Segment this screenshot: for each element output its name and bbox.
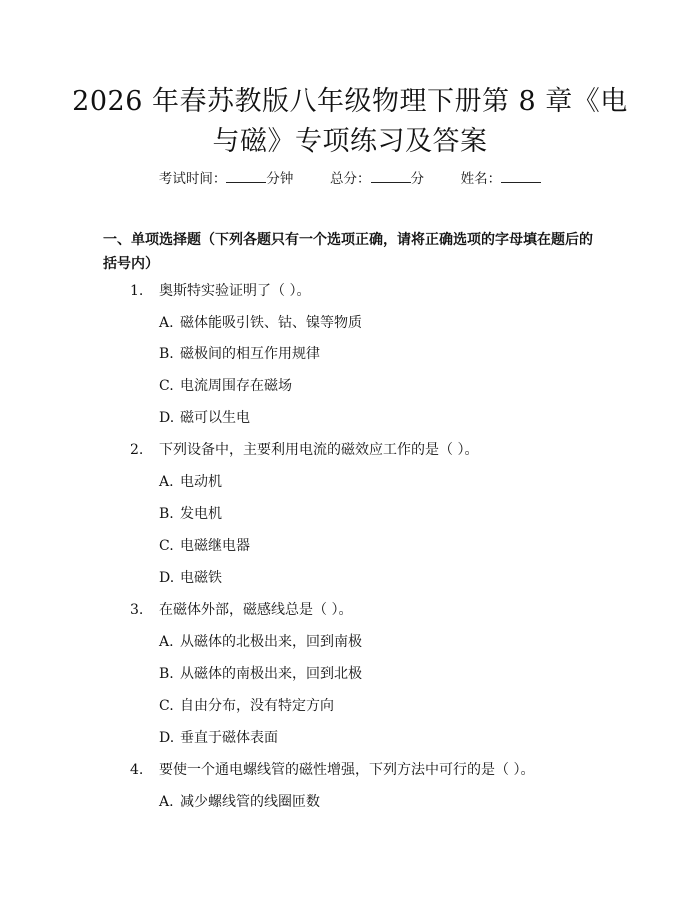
option-text: 磁体能吸引铁、钴、镍等物质 <box>180 315 362 331</box>
question-1-option-b <box>159 345 320 363</box>
option-letter: B. <box>159 666 174 682</box>
question-4 <box>130 761 534 779</box>
option-text: 发电机 <box>180 506 222 522</box>
question-2-option-a <box>159 473 222 491</box>
option-text: 电磁铁 <box>180 570 222 586</box>
document-title-line-1: 2026 年春苏教版八年级物理下册第 8 章《电 <box>72 86 628 117</box>
question-1-option-d <box>159 409 250 427</box>
student-name-blank <box>501 170 541 183</box>
exam-time-label: 考试时间： <box>158 171 227 187</box>
option-letter: B. <box>159 506 174 522</box>
total-score-label: 总分： <box>330 171 371 187</box>
option-letter: A. <box>159 315 174 331</box>
question-3-option-a <box>159 633 362 651</box>
option-text: 减少螺线管的线圈匝数 <box>180 794 320 810</box>
question-1-option-a <box>159 314 362 332</box>
option-text: 从磁体的南极出来，回到北极 <box>180 666 362 682</box>
total-score-blank <box>371 170 411 183</box>
option-text: 自由分布，没有特定方向 <box>180 698 334 714</box>
question-text: 在磁体外部，磁感线总是（ ）。 <box>159 602 353 618</box>
exam-time-blank <box>226 170 266 183</box>
option-text: 磁极间的相互作用规律 <box>180 346 320 362</box>
option-letter: D. <box>159 410 175 426</box>
option-text: 电磁继电器 <box>180 538 250 554</box>
option-letter: C. <box>159 698 174 714</box>
document-title-line-2: 与磁》专项练习及答案 <box>212 126 488 157</box>
exam-time-unit: 分钟 <box>266 171 294 187</box>
option-letter: A. <box>159 794 174 810</box>
section-heading: 一、单项选择题（下列各题只有一个选项正确，请将正确选项的字母填在题后的括号内） <box>103 232 593 272</box>
question-2-option-d <box>159 569 222 587</box>
question-4-option-a <box>159 793 320 811</box>
question-1 <box>130 282 310 300</box>
question-number: 3. <box>130 602 144 618</box>
option-text: 电流周围存在磁场 <box>180 378 292 394</box>
question-3 <box>130 601 352 619</box>
exam-time-field <box>159 170 294 188</box>
option-letter: A. <box>159 634 174 650</box>
option-letter: B. <box>159 346 174 362</box>
question-2-option-b <box>159 505 222 523</box>
option-letter: A. <box>159 474 174 490</box>
student-name-field <box>461 170 542 188</box>
option-text: 垂直于磁体表面 <box>180 730 278 746</box>
question-1-option-c <box>159 377 292 395</box>
question-text: 下列设备中，主要利用电流的磁效应工作的是（ ）。 <box>159 442 479 458</box>
exam-info-line <box>0 170 700 188</box>
question-2-option-c <box>159 537 250 555</box>
question-3-option-d <box>159 729 278 747</box>
question-number: 4. <box>130 762 144 778</box>
total-score-unit: 分 <box>410 171 424 187</box>
option-letter: C. <box>159 538 174 554</box>
question-number: 2. <box>130 442 144 458</box>
option-letter: D. <box>159 570 175 586</box>
student-name-label: 姓名： <box>460 171 502 187</box>
question-3-option-c <box>159 697 334 715</box>
total-score-field <box>330 170 424 188</box>
option-text: 磁可以生电 <box>180 410 250 426</box>
question-number: 1. <box>130 283 144 299</box>
question-text: 奥斯特实验证明了（ ）。 <box>159 283 311 299</box>
option-letter: C. <box>159 378 174 394</box>
option-letter: D. <box>159 730 175 746</box>
question-3-option-b <box>159 665 362 683</box>
option-text: 电动机 <box>180 474 222 490</box>
question-text: 要使一个通电螺线管的磁性增强，下列方法中可行的是（ ）。 <box>159 762 535 778</box>
option-text: 从磁体的北极出来，回到南极 <box>180 634 362 650</box>
question-2 <box>130 441 478 459</box>
